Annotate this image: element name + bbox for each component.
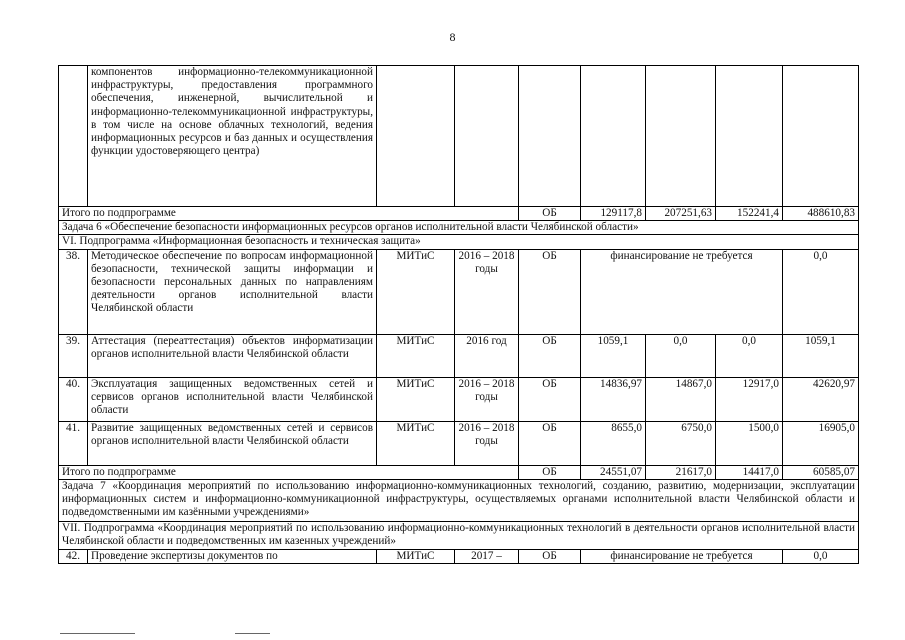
executor: МИТиС	[377, 249, 455, 334]
total-cell	[783, 66, 859, 207]
period: 2017 –	[455, 549, 519, 563]
year-2018-cell	[716, 66, 783, 207]
row-number: 38.	[59, 249, 88, 334]
year-2016-value: 24551,07	[581, 465, 646, 479]
table-row	[59, 549, 859, 563]
scan-line	[235, 633, 270, 634]
subtotal-row	[59, 207, 859, 221]
executor: МИТиС	[377, 377, 455, 421]
table-row	[59, 377, 859, 421]
total-value: 1059,1	[783, 334, 859, 377]
row-number: 39.	[59, 334, 88, 377]
subtotal-row	[59, 465, 859, 479]
period: 2016 – 2018 годы	[455, 249, 519, 334]
year-2017-value: 21617,0	[646, 465, 716, 479]
funding-source: ОБ	[519, 334, 581, 377]
year-2018-value: 0,0	[716, 334, 783, 377]
year-2016-value: 129117,8	[581, 207, 646, 221]
year-2016-value: 8655,0	[581, 421, 646, 465]
year-2017-value: 0,0	[646, 334, 716, 377]
year-2017-value: 207251,63	[646, 207, 716, 221]
year-2017-cell	[646, 66, 716, 207]
funding-source: ОБ	[519, 465, 581, 479]
period-cell	[455, 66, 519, 207]
executor: МИТиС	[377, 334, 455, 377]
funding-source: ОБ	[519, 207, 581, 221]
funding-source: ОБ	[519, 249, 581, 334]
total-value: 0,0	[783, 549, 859, 563]
year-2018-value: 1500,0	[716, 421, 783, 465]
total-value: 16905,0	[783, 421, 859, 465]
funding-source: ОБ	[519, 421, 581, 465]
year-2018-value: 152241,4	[716, 207, 783, 221]
total-value: 0,0	[783, 249, 859, 334]
activity-description: Проведение экспертизы документов по	[88, 549, 377, 563]
task-row	[59, 221, 859, 235]
row-number: 42.	[59, 549, 88, 563]
task-7-heading: Задача 7 «Координация мероприятий по использованию информационно-коммуникационных технологий, созданию, развитию, модернизации, эксплуатации информационных систем и информационно-коммуникационной инфраструктуры, осуществляемых органами исполнительной власти Челябинской области и подведомственными им казёнными учреждениями»	[59, 479, 859, 521]
subprogram-7-heading: VII. Подпрограмма «Координация мероприятий по использованию информационно-коммуникационных технологий в деятельности органов исполнительной власти Челябинской области и подведомственных им казенных учреждений»	[59, 521, 859, 549]
period: 2016 – 2018 годы	[455, 377, 519, 421]
subprogram-6-heading: VI. Подпрограмма «Информационная безопасность и техническая защита»	[59, 235, 859, 249]
year-2016-value: 14836,97	[581, 377, 646, 421]
subprogram-row	[59, 521, 859, 549]
table-row	[59, 334, 859, 377]
funding-source: ОБ	[519, 377, 581, 421]
page-number: 8	[449, 30, 456, 44]
funding-note: финансирование не требуется	[581, 549, 783, 563]
task-6-heading: Задача 6 «Обеспечение безопасности информационных ресурсов органов исполнительной власти Челябинской области»	[59, 221, 859, 235]
subtotal-label: Итого по подпрограмме	[59, 207, 519, 221]
program-table	[58, 65, 859, 564]
subtotal-label: Итого по подпрограмме	[59, 465, 519, 479]
activity-description: Методическое обеспечение по вопросам информационной безопасности, технической защиты информации и безопасности персональных данных по направлениям деятельности органов исполнительной власти Челябинской области	[88, 249, 377, 334]
executor-cell	[377, 66, 455, 207]
scan-line	[60, 633, 135, 634]
period: 2016 год	[455, 334, 519, 377]
year-2018-value: 12917,0	[716, 377, 783, 421]
activity-description: компонентов информационно-телекоммуникационной инфраструктуры, предоставления программного обеспечения, инженерной, вычислительной и информационно-телекоммуникационной инфраструктуры, в том числе на основе облачных технологий, ведения информационных ресурсов и баз данных и осуществления функции удостоверяющего центра)	[88, 66, 377, 207]
year-2017-value: 6750,0	[646, 421, 716, 465]
total-value: 60585,07	[783, 465, 859, 479]
task-row	[59, 479, 859, 521]
total-value: 42620,97	[783, 377, 859, 421]
activity-description: Аттестация (переаттестация) объектов информатизации органов исполнительной власти Челябинской области	[88, 334, 377, 377]
year-2016-value: 1059,1	[581, 334, 646, 377]
row-number: 41.	[59, 421, 88, 465]
year-2018-value: 14417,0	[716, 465, 783, 479]
table-row	[59, 66, 859, 207]
activity-description: Развитие защищенных ведомственных сетей и сервисов органов исполнительной власти Челябинской области	[88, 421, 377, 465]
funding-source: ОБ	[519, 549, 581, 563]
period: 2016 – 2018 годы	[455, 421, 519, 465]
executor: МИТиС	[377, 421, 455, 465]
executor: МИТиС	[377, 549, 455, 563]
total-value: 488610,83	[783, 207, 859, 221]
subprogram-row	[59, 235, 859, 249]
row-number: 40.	[59, 377, 88, 421]
activity-description: Эксплуатация защищенных ведомственных сетей и сервисов органов исполнительной власти Челябинской области	[88, 377, 377, 421]
year-2017-value: 14867,0	[646, 377, 716, 421]
page-bottom-marks	[60, 633, 260, 635]
table-row	[59, 421, 859, 465]
table-row	[59, 249, 859, 334]
row-number-cell	[59, 66, 88, 207]
source-cell	[519, 66, 581, 207]
year-2016-cell	[581, 66, 646, 207]
funding-note: финансирование не требуется	[581, 249, 783, 334]
